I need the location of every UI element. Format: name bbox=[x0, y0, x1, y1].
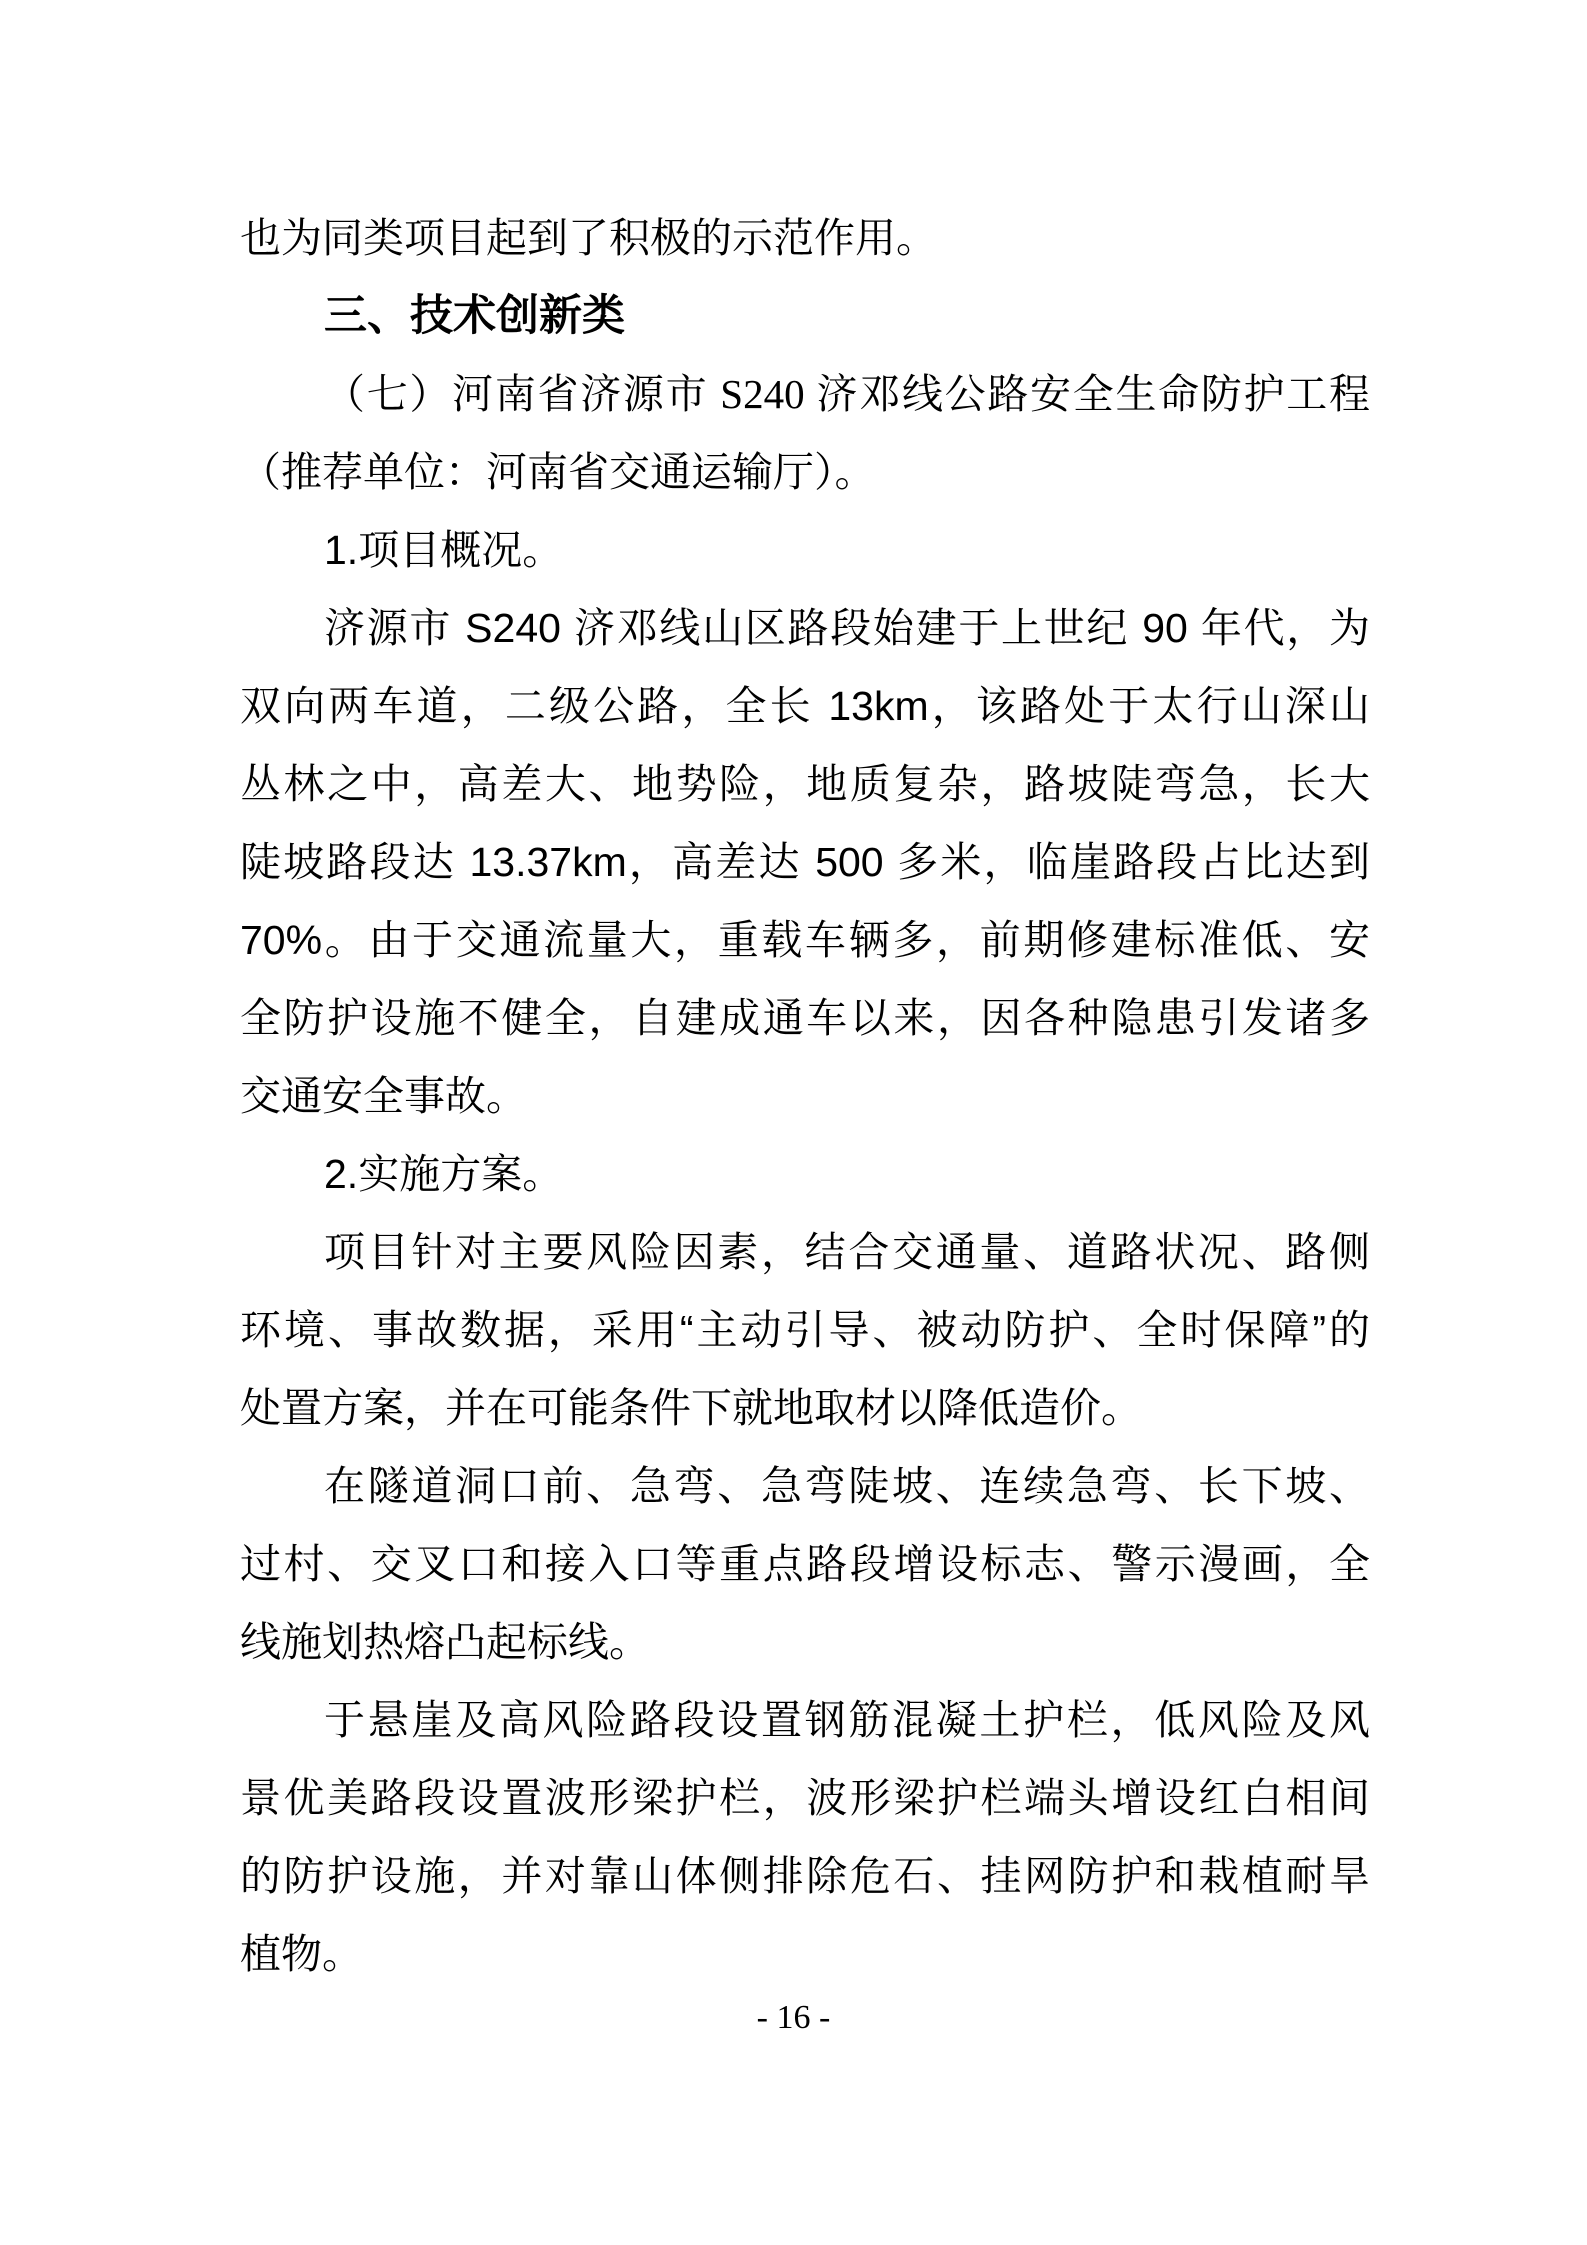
plan-paragraph-line: 环境、事故数据，采用“主动引导、被动防护、全时保障”的 bbox=[240, 1307, 1370, 1353]
text-block bbox=[240, 199, 1370, 1993]
signage-paragraph-line: 过村、交叉口和接入口等重点路段增设标志、警示漫画，全 bbox=[240, 1541, 1370, 1587]
overview-paragraph-line: 双向两车道，二级公路，全长 13km，该路处于太行山深山 bbox=[240, 683, 1370, 729]
paragraph-continuation-line: 也为同类项目起到了积极的示范作用。 bbox=[240, 215, 937, 261]
overview-paragraph-line: 全防护设施不健全，自建成通车以来，因各种隐患引发诸多 bbox=[240, 995, 1370, 1041]
overview-paragraph-line: 丛林之中，高差大、地势险，地质复杂，路坡陡弯急，长大 bbox=[240, 761, 1370, 807]
subsection-1-heading: 1.项目概况。 bbox=[324, 527, 564, 573]
subsection-2-heading: 2.实施方案。 bbox=[324, 1151, 564, 1197]
project-title-line1: （七）河南省济源市 S240 济邓线公路安全生命防护工程 bbox=[324, 371, 1370, 417]
signage-paragraph-line: 线施划热熔凸起标线。 bbox=[240, 1619, 650, 1665]
overview-paragraph-line: 陡坡路段达 13.37km，高差达 500 多米，临崖路段占比达到 bbox=[240, 839, 1370, 885]
guardrail-paragraph-line: 景优美路段设置波形梁护栏，波形梁护栏端头增设红白相间 bbox=[240, 1775, 1370, 1821]
page-number: - 16 - bbox=[756, 1999, 831, 2036]
overview-paragraph-line: 济源市 S240 济邓线山区路段始建于上世纪 90 年代，为 bbox=[324, 605, 1370, 651]
guardrail-paragraph-line: 于悬崖及高风险路段设置钢筋混凝土护栏，低风险及风 bbox=[324, 1697, 1370, 1743]
guardrail-paragraph-line: 的防护设施，并对靠山体侧排除危石、挂网防护和栽植耐旱 bbox=[240, 1853, 1370, 1899]
overview-paragraph-line: 交通安全事故。 bbox=[240, 1073, 527, 1119]
plan-paragraph-line: 项目针对主要风险因素，结合交通量、道路状况、路侧 bbox=[324, 1229, 1370, 1275]
plan-paragraph-line: 处置方案，并在可能条件下就地取材以降低造价。 bbox=[240, 1385, 1142, 1431]
project-title-line2: （推荐单位：河南省交通运输厅）。 bbox=[240, 449, 876, 495]
guardrail-paragraph-line: 植物。 bbox=[240, 1931, 363, 1977]
section-heading: 三、技术创新类 bbox=[324, 292, 625, 340]
signage-paragraph-line: 在隧道洞口前、急弯、急弯陡坡、连续急弯、长下坡、 bbox=[324, 1463, 1370, 1509]
overview-paragraph-line: 70%。由于交通流量大，重载车辆多，前期修建标准低、安 bbox=[240, 917, 1370, 963]
